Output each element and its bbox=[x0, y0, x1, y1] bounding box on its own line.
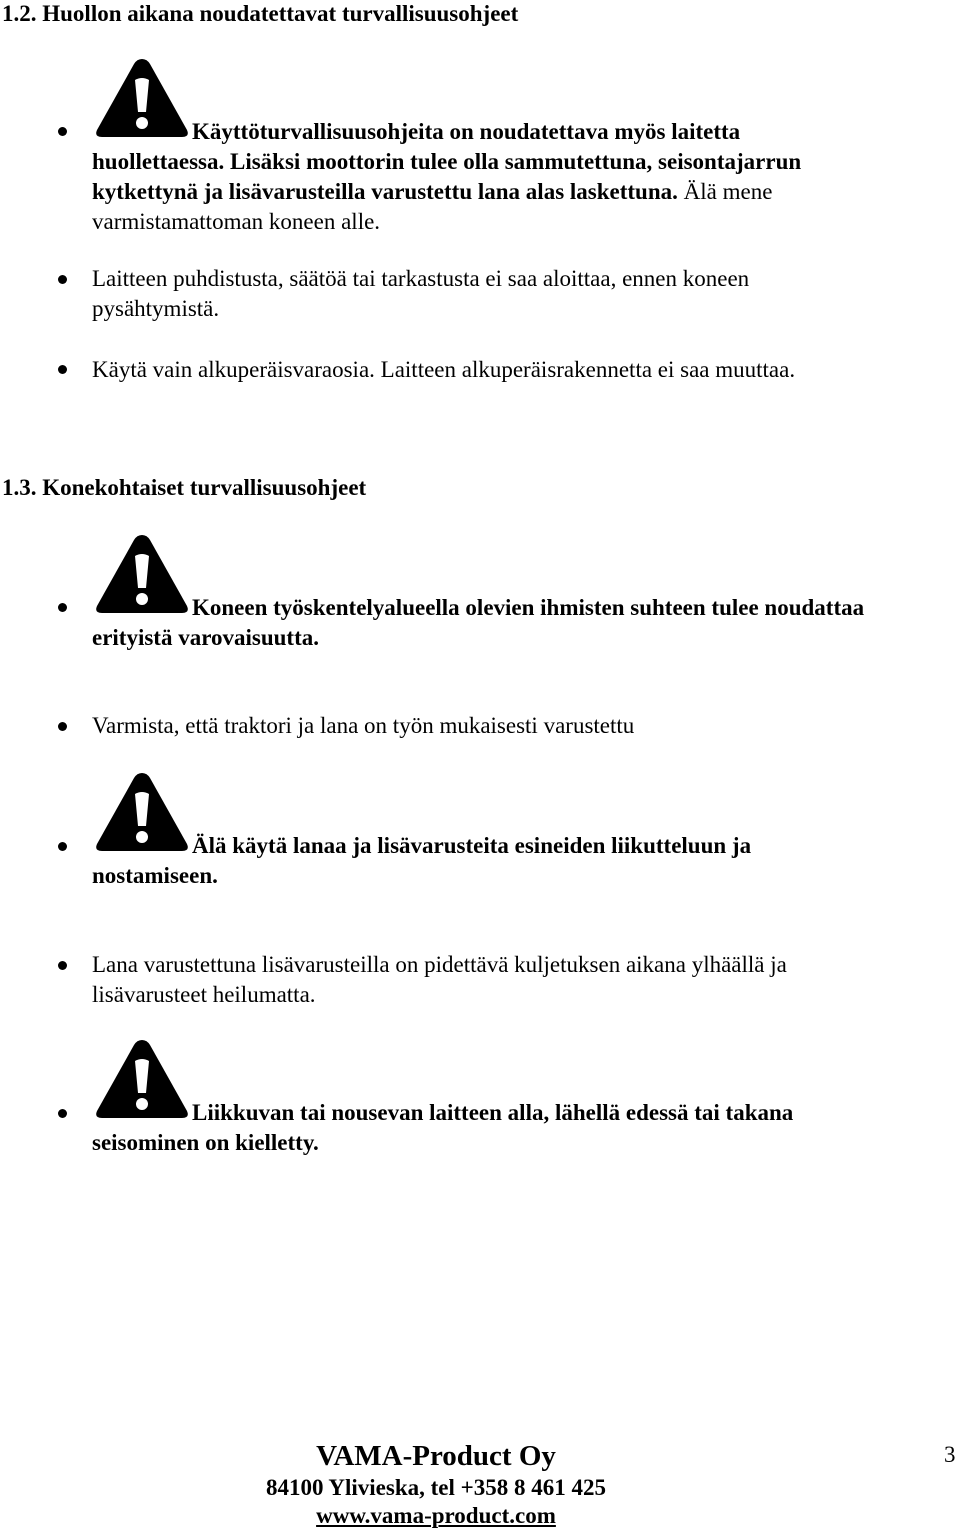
warning-item-text: Koneen työskentelyalueella olevien ihmisten suhteen tulee noudattaa erityistä varovaisuutta. bbox=[92, 595, 865, 650]
list-item bbox=[92, 1098, 872, 1158]
bullet-icon bbox=[58, 127, 67, 136]
footer-website-link[interactable]: www.vama-product.com bbox=[316, 1503, 556, 1528]
list-item: Laitteen puhdistusta, säätöä tai tarkastusta ei saa aloittaa, ennen koneen pysähtymistä. bbox=[92, 266, 750, 321]
warning-item-text: Liikkuvan tai nousevan laitteen alla, lähellä edessä tai takana seisominen on kielletty. bbox=[92, 1100, 794, 1155]
warning-item-text: Älä käytä lanaa ja lisävarusteita esineiden liikutteluun ja nostamiseen. bbox=[92, 833, 752, 888]
bullet-icon bbox=[58, 961, 67, 970]
item-text-normal: Älä mene varmistamattoman koneen alle. bbox=[92, 179, 773, 234]
bullet-icon bbox=[58, 1109, 67, 1118]
footer-address: 84100 Ylivieska, tel +358 8 461 425 bbox=[266, 1475, 606, 1500]
footer bbox=[0, 1440, 872, 1530]
bullet-icon bbox=[58, 722, 67, 731]
list-item: Lana varustettuna lisävarusteilla on pidettävä kuljetuksen aikana ylhäällä ja lisävarusteet heilumatta. bbox=[92, 952, 787, 1007]
footer-company: VAMA-Product Oy bbox=[316, 1440, 556, 1472]
bullet-icon bbox=[58, 603, 67, 612]
section-heading-1-3: 1.3. Konekohtaiset turvallisuusohjeet bbox=[2, 475, 367, 500]
bullet-icon bbox=[58, 275, 67, 284]
list-item: Varmista, että traktori ja lana on työn mukaisesti varustettu bbox=[92, 713, 635, 738]
bullet-icon bbox=[58, 842, 67, 851]
list-item bbox=[92, 831, 872, 891]
warning-item-text: Käyttöturvallisuusohjeita on noudatettava myös laitetta huollettaessa. Lisäksi moottorin tulee olla sammutettuna, seisontajarrun kytkettynä ja lisävarusteilla varustettu lana alas laskettuna. bbox=[92, 119, 802, 204]
section-heading-1-2: 1.2. Huollon aikana noudatettavat turvallisuusohjeet bbox=[2, 1, 519, 26]
list-item bbox=[92, 593, 872, 653]
list-item: Käytä vain alkuperäisvaraosia. Laitteen alkuperäisrakennetta ei saa muuttaa. bbox=[92, 357, 796, 382]
list-item bbox=[92, 117, 872, 237]
bullet-icon bbox=[58, 365, 67, 374]
page-number: 3 bbox=[944, 1442, 956, 1467]
